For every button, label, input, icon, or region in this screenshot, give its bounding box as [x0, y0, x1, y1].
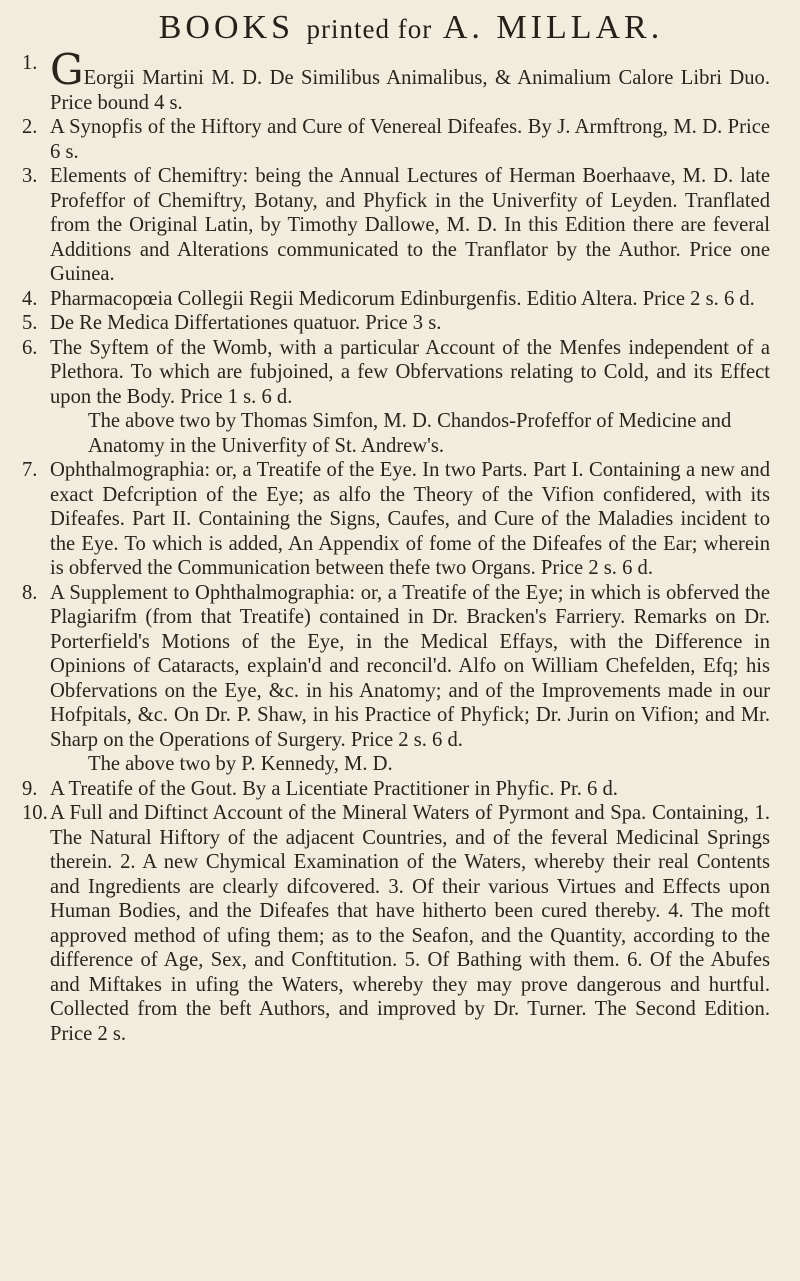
entry-number: 7.	[22, 459, 38, 481]
entry-number: 9.	[22, 777, 38, 800]
entry-text: Eorgii Martini M. D. De Similibus Animalibus, & Animalium Calore Libri Duo. Price bound 4 s.	[50, 67, 770, 114]
book-list	[22, 777, 770, 1047]
book-entry	[22, 115, 770, 164]
entry-text: A Full and Diftinct Account of the Mineral Waters of Pyrmont and Spa. Containing, 1. The Natural Hiftory of the adjacent Countries, and of the feveral Medicinal Springs therein. 2. A new Chymical Examination of the Waters, whereby their real Contents and Ingredients are clearly difcovered. 3. Of their various Virtues and Effects upon Human Bodies, and the Difeafes that have hitherto been cured thereby. 4. The moft approved method of ufing them; as to the Seafon, and the Quantity, according to the difference of Age, Sex, and Conftitution. 5. Of Bathing with them. 6. Of the Abufes and Miftakes in ufing the Waters, whereby they may prove dangerous and hurtful. Collected from the beft Authors, and improved by Dr. Turner. The Second Edition. Price 2 s.	[50, 802, 770, 1045]
book-list	[22, 458, 770, 752]
book-entry	[22, 336, 770, 410]
entry-number: 10.	[22, 802, 48, 824]
book-entry	[22, 164, 770, 287]
entry-text: Pharmacopœia Collegii Regii Medicorum Edinburgenfis. Editio Altera. Price 2 s. 6 d.	[50, 287, 755, 310]
header-publisher: A. MILLAR.	[442, 9, 664, 46]
entry-text: A Supplement to Ophthalmographia: or, a Treatife of the Eye; in which is obferved the Plagiarifm (from that Treatife) contained in Dr. Bracken's Farriery. Remarks on Dr. Porterfield's Motions of the Eye, in the Medical Effays, with the Difference in Opinions of Cataracts, explain'd and reconcil'd. Alfo on William Chefelden, Efq; his Obfervations on the Eye, &c. in his Anatomy; and of the Improvements made in our Hofpitals, &c. On Dr. P. Shaw, in his Practice of Phyfick; Dr. Jurin on Vifion; and Mr. Sharp on the Operations of Surgery. Price 2 s. 6 d.	[50, 581, 770, 751]
header-printed-for: printed for	[306, 14, 433, 44]
entry-number: 1.	[22, 52, 38, 74]
author-note: The above two by P. Kennedy, M. D.	[88, 753, 393, 775]
author-note: The above two by Thomas Simfon, M. D. Chandos-Profeffor of Medicine and Anatomy in the Univerfity of St. Andrew's.	[88, 410, 732, 457]
book-entry	[22, 45, 770, 115]
entry-text: A Treatife of the Gout. By a Licentiate Practitioner in Phyfic. Pr. 6 d.	[50, 777, 618, 800]
entry-text: The Syftem of the Womb, with a particular Account of the Menfes independent of a Plethora. To which are fubjoined, a few Obfervations relating to Cold, and its Effect upon the Body. Price 1 s. 6 d.	[50, 336, 770, 408]
book-entry	[22, 777, 770, 802]
entry-text: Elements of Chemiftry: being the Annual Lectures of Herman Boerhaave, M. D. late Profeffor of Chemiftry, Botany, and Phyfick in the Univerfity of Leyden. Tranflated from the Original Latin, by Timothy Dallowe, M. D. In this Edition there are feveral Additions and Alterations communicated to the Tranflator by the Author. Price one Guinea.	[50, 165, 770, 285]
catalog-header	[52, 0, 770, 51]
entry-number: 6.	[22, 336, 38, 359]
entry-number: 2.	[22, 116, 38, 138]
book-list	[22, 45, 770, 409]
entry-text: De Re Medica Differtationes quatuor. Price 3 s.	[50, 312, 442, 334]
entry-text: Ophthalmographia: or, a Treatife of the Eye. In two Parts. Part I. Containing a new and exact Defcription of the Eye; as alfo the Theory of the Vifion confidered, with its Difeafes. Part II. Containing the Signs, Caufes, and Cure of the Maladies incident to the Eye. To which is added, An Appendix of fome of the Difeafes of the Ear; wherein is obferved the Communication between thefe two Organs. Price 2 s. 6 d.	[50, 459, 770, 579]
drop-cap: G	[50, 45, 84, 94]
entry-number: 4.	[22, 287, 38, 310]
book-entry	[22, 311, 770, 336]
book-entry	[22, 801, 770, 1046]
entry-text: A Synopfis of the Hiftory and Cure of Venereal Difeafes. By J. Armftrong, M. D. Price 6 s.	[50, 116, 770, 163]
book-entry	[22, 581, 770, 753]
entry-number: 3.	[22, 165, 38, 187]
book-entry	[22, 458, 770, 581]
entry-number: 8.	[22, 581, 38, 604]
entry-number: 5.	[22, 312, 38, 334]
book-entry	[22, 287, 770, 312]
header-books: BOOKS	[158, 9, 294, 46]
